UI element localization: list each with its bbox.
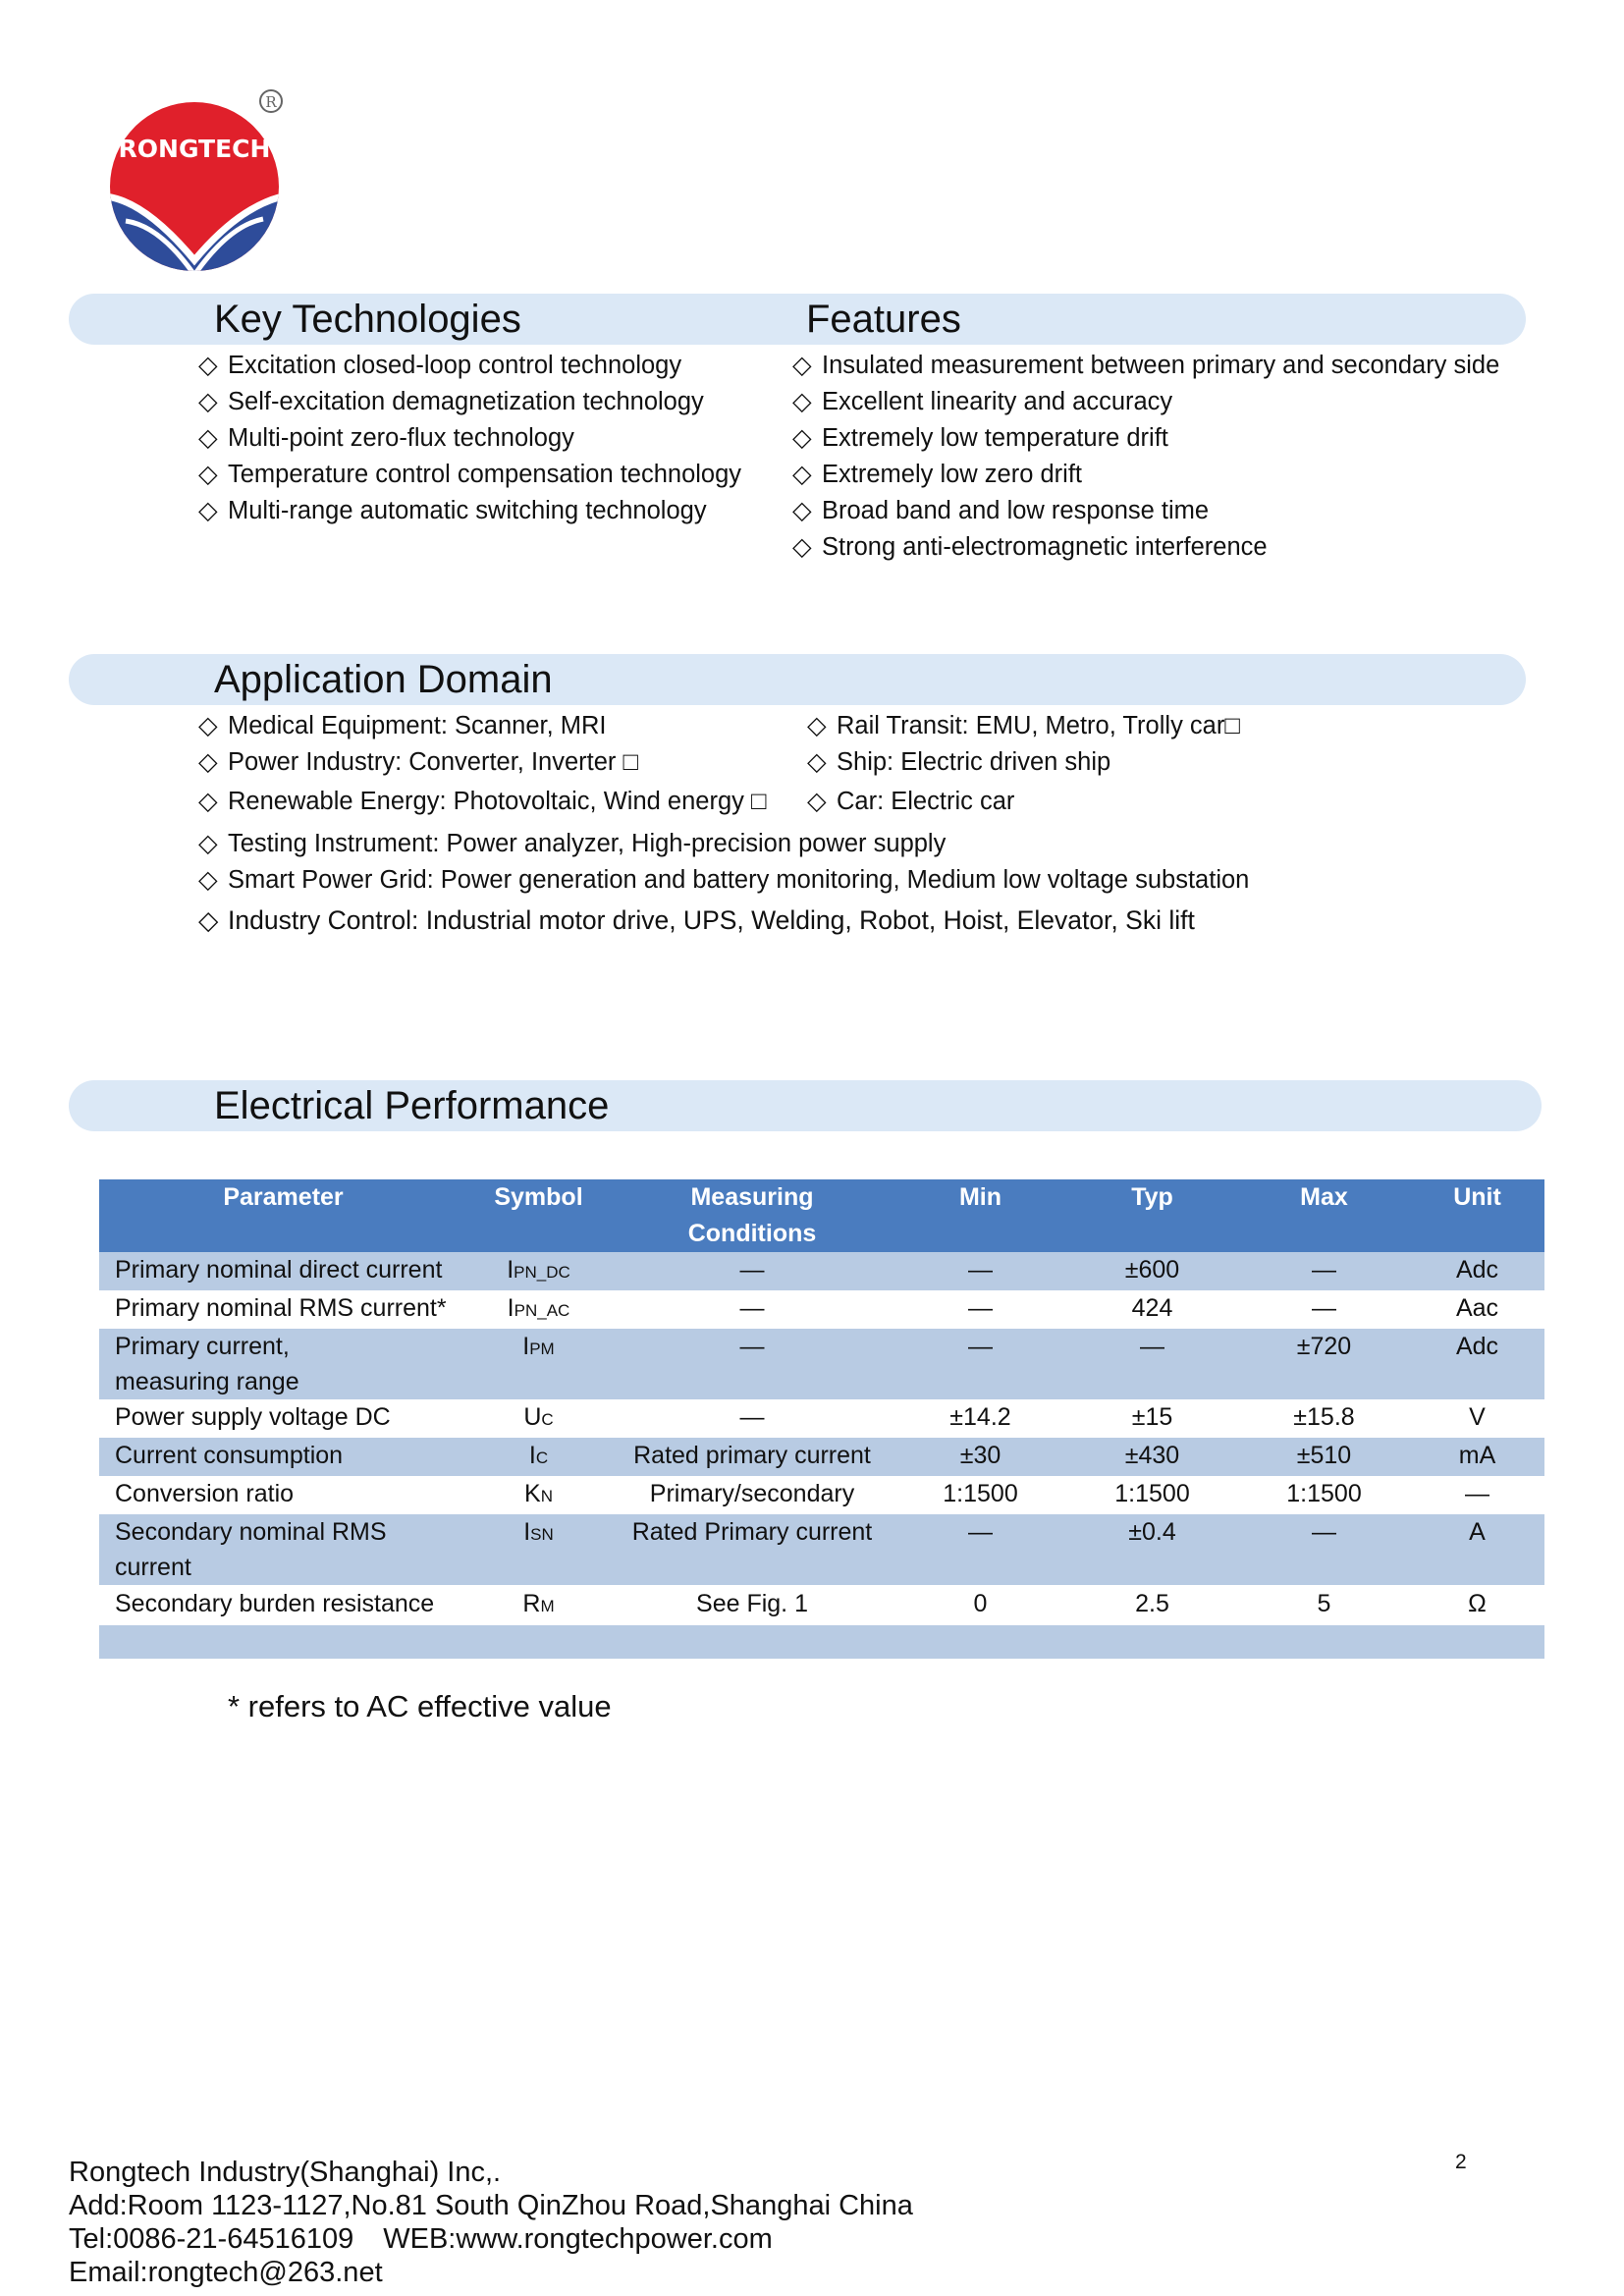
features-list [792,348,1499,566]
list-item: ◇ Extremely low zero drift [792,457,1499,493]
list-item: ◇ Self-excitation demagnetization technology [198,384,741,420]
diamond-bullet-icon: ◇ [792,533,812,561]
diamond-bullet-icon: ◇ [198,461,218,488]
list-item: ◇ Power Industry: Converter, Inverter □ [198,744,766,781]
diamond-bullet-icon: ◇ [792,388,812,415]
header-symbol: Symbol [467,1179,610,1252]
application-domain-title: Application Domain [214,658,553,701]
key-technologies-list [198,348,741,529]
diamond-bullet-icon: ◇ [198,830,218,857]
header-unit: Unit [1410,1179,1544,1252]
diamond-bullet-icon: ◇ [198,388,218,415]
list-item: ◇ Testing Instrument: Power analyzer, High-precision power supply [198,826,1249,862]
header-conditions: Measuring Conditions [610,1179,894,1252]
logo-wordmark: RONGTECH [118,135,271,163]
page-number: 2 [1455,2151,1467,2173]
footer-address: Add:Room 1123-1127,No.81 South QinZhou Road,Shanghai China [69,2190,913,2221]
diamond-bullet-icon: ◇ [198,424,218,452]
features-title: Features [806,298,961,341]
electrical-performance-title: Electrical Performance [214,1084,610,1127]
diamond-bullet-icon: ◇ [198,905,219,935]
header-min: Min [894,1179,1066,1252]
list-item: ◇ Industry Control: Industrial motor drive, UPS, Welding, Robot, Hoist, Elevator, Ski lift [198,902,1249,939]
table-row: Secondary burden resistance RM See Fig. 1 0 2.5 5 Ω [99,1585,1544,1625]
list-item: ◇ Multi-point zero-flux technology [198,420,741,457]
footer-company: Rongtech Industry(Shanghai) Inc,. [69,2157,502,2188]
footer-email: Email:rongtech@263.net [69,2257,383,2288]
header-parameter: Parameter [99,1179,467,1252]
header-typ: Typ [1066,1179,1238,1252]
list-item: ◇ Medical Equipment: Scanner, MRI [198,708,766,744]
diamond-bullet-icon: ◇ [807,712,827,739]
diamond-bullet-icon: ◇ [198,866,218,894]
logo-emblem-icon [106,88,293,275]
electrical-performance-table [99,1179,1544,1659]
footer [69,2156,913,2289]
table-row: Conversion ratio KN Primary/secondary 1:1500 1:1500 1:1500 — [99,1476,1544,1514]
diamond-bullet-icon: ◇ [198,788,218,815]
list-item: ◇ Multi-range automatic switching technology [198,493,741,529]
list-item: ◇ Broad band and low response time [792,493,1499,529]
table-row: Secondary nominal RMS current ISN Rated Primary current — ±0.4 — A [99,1514,1544,1585]
list-item: ◇ Temperature control compensation technology [198,457,741,493]
list-item: ◇ Extremely low temperature drift [792,420,1499,457]
application-left-list [198,708,766,820]
list-item: ◇ Insulated measurement between primary and secondary side [792,348,1499,384]
diamond-bullet-icon: ◇ [792,497,812,524]
application-right-list [807,708,1240,820]
diamond-bullet-icon: ◇ [792,352,812,379]
list-item: ◇ Smart Power Grid: Power generation and battery monitoring, Medium low voltage substation [198,862,1249,899]
table-empty-row [99,1625,1544,1659]
list-item: ◇ Car: Electric car [807,784,1240,820]
footer-web: WEB:www.rongtechpower.com [383,2223,773,2255]
footnote: * refers to AC effective value [228,1689,612,1723]
diamond-bullet-icon: ◇ [198,497,218,524]
diamond-bullet-icon: ◇ [198,712,218,739]
diamond-bullet-icon: ◇ [792,424,812,452]
registered-mark: R [265,93,277,111]
list-item: ◇ Strong anti-electromagnetic interference [792,529,1499,566]
diamond-bullet-icon: ◇ [807,788,827,815]
key-technologies-title: Key Technologies [214,298,521,341]
list-item: ◇ Excellent linearity and accuracy [792,384,1499,420]
table-row: Current consumption IC Rated primary current ±30 ±430 ±510 mA [99,1438,1544,1476]
table-row: Primary nominal direct current IPN_DC — — ±600 — Adc [99,1252,1544,1290]
footer-tel: Tel:0086-21-64516109 [69,2223,354,2255]
header-max: Max [1238,1179,1410,1252]
list-item: ◇ Ship: Electric driven ship [807,744,1240,781]
list-item: ◇ Excitation closed-loop control technology [198,348,741,384]
rongtech-logo [106,88,293,275]
table-row: Power supply voltage DC UC — ±14.2 ±15 ±15.8 V [99,1399,1544,1438]
diamond-bullet-icon: ◇ [198,352,218,379]
table-row: Primary nominal RMS current* IPN_AC — — 424 — Aac [99,1290,1544,1329]
diamond-bullet-icon: ◇ [792,461,812,488]
application-full-list [198,826,1249,939]
table-row: Primary current, measuring range IPM — — — ±720 Adc [99,1329,1544,1399]
list-item: ◇ Renewable Energy: Photovoltaic, Wind energy □ [198,784,766,820]
diamond-bullet-icon: ◇ [807,748,827,776]
table-header-row [99,1179,1544,1252]
list-item: ◇ Rail Transit: EMU, Metro, Trolly car□ [807,708,1240,744]
diamond-bullet-icon: ◇ [198,748,218,776]
